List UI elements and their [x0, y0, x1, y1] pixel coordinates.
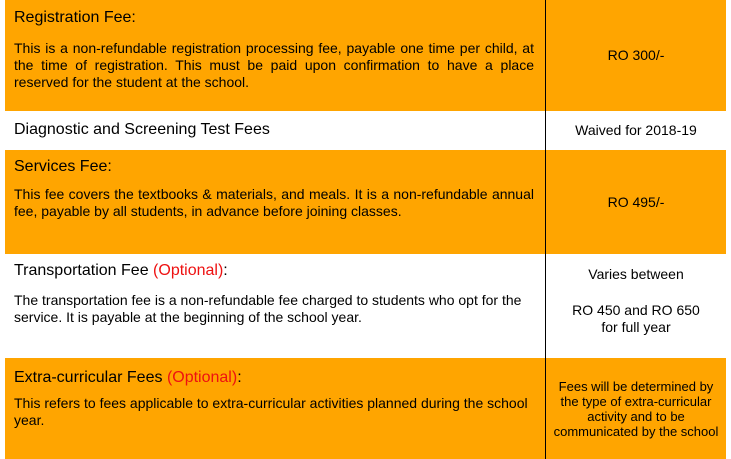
fee-title: Extra-curricular Fees (Optional): — [14, 369, 242, 386]
fee-row-transportation — [5, 254, 726, 358]
fee-amount: RO 495/- — [607, 193, 665, 210]
fee-row-services — [5, 150, 726, 254]
optional-label: (Optional) — [166, 369, 238, 386]
fee-title: Registration Fee: — [14, 9, 136, 26]
fee-description: This fee covers the textbooks & materials, and meals. It is a non-refundable annual fee, payable by all students, in advance before joining classes. — [14, 186, 534, 219]
fee-title: Services Fee: — [14, 158, 112, 175]
fee-description: The transportation fee is a non-refundable fee charged to students who opt for the service. It is payable at the beginning of the school year. — [14, 292, 522, 325]
fee-row-extracurricular — [5, 358, 726, 459]
fee-description: This is a non-refundable registration processing fee, payable one time per child, at the time of registration. This must be paid upon confirmation to have a place reserved for the student at the school. — [14, 40, 534, 90]
fee-amount: Waived for 2018-19 — [575, 122, 697, 138]
fee-amount — [546, 254, 726, 358]
amount-line: for full year — [601, 319, 671, 335]
fee-row-diagnostic — [5, 111, 726, 150]
fee-title: Diagnostic and Screening Test Fees — [14, 121, 270, 138]
fee-amount: Fees will be determined by the type of extra-curricular activity and to be communicated by the school — [553, 378, 719, 439]
amount-line: Varies between — [588, 266, 684, 282]
fee-amount: RO 300/- — [607, 47, 665, 63]
fee-row-registration — [5, 0, 726, 111]
fee-title: Transportation Fee (Optional): — [14, 262, 228, 279]
amount-line: RO 450 and RO 650 — [572, 302, 700, 318]
fee-description: This refers to fees applicable to extra-curricular activities planned during the school year. — [14, 395, 528, 428]
optional-label: (Optional) — [153, 262, 224, 279]
